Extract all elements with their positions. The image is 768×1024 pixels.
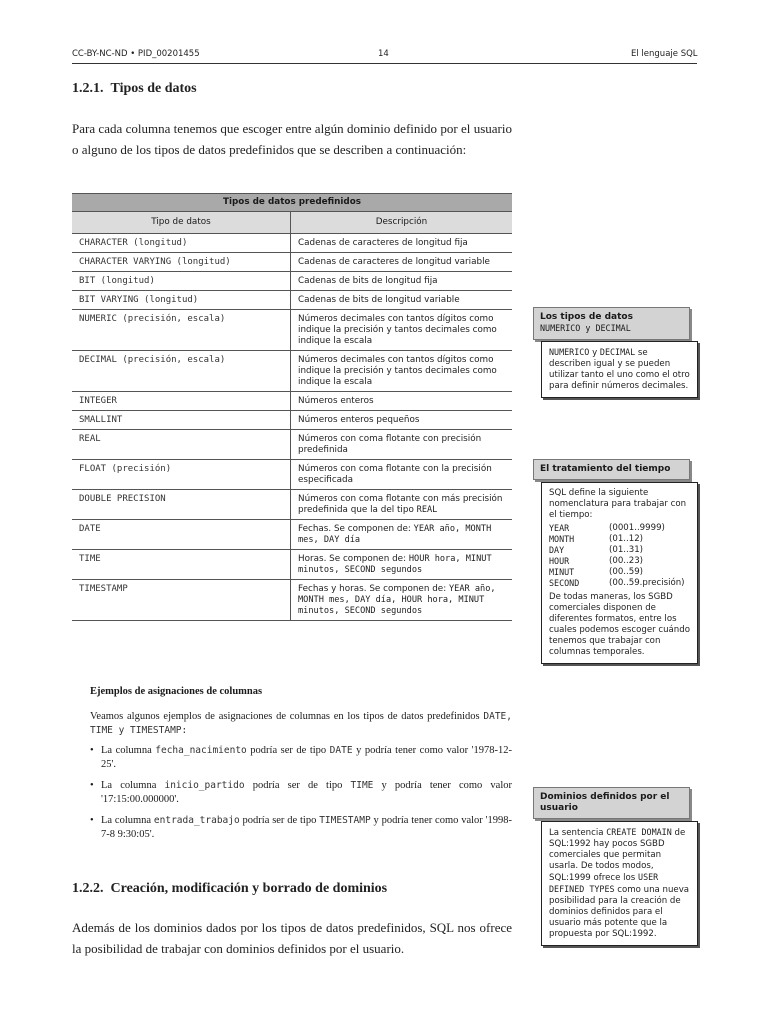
- type-cell: CHARACTER VARYING (longitud): [72, 253, 291, 272]
- desc-cell: [291, 520, 513, 550]
- type-name: TIME: [350, 780, 374, 791]
- desc-cell: Cadenas de bits de longitud fija: [291, 272, 513, 291]
- table-row: [72, 460, 512, 490]
- note-box-user-domains: [541, 821, 698, 946]
- time-range: (00..59.precisión): [609, 578, 685, 588]
- time-unit: SECOND: [549, 578, 580, 588]
- time-range: (00..59): [609, 567, 644, 577]
- table-caption: Tipos de datos predefinidos: [72, 194, 512, 212]
- column-name: entrada_trabajo: [153, 815, 240, 826]
- column-header-type: Tipo de datos: [72, 212, 291, 234]
- note-code: CREATE DOMAIN: [606, 827, 672, 837]
- time-range: (01..12): [609, 534, 644, 544]
- desc-text: Números con coma flotante con más precisión predefinida que la del tipo: [298, 494, 503, 515]
- bullet-text: La columna: [101, 780, 165, 791]
- time-unit: YEAR: [549, 523, 570, 533]
- time-unit: MINUT: [549, 567, 575, 577]
- table-row: [72, 430, 512, 460]
- type-cell: FLOAT (precisión): [72, 460, 291, 490]
- examples-intro: [90, 710, 512, 738]
- desc-cell: Cadenas de caracteres de longitud variable: [291, 253, 513, 272]
- examples-title: Ejemplos de asignaciones de columnas: [90, 686, 263, 697]
- section-heading-1: [72, 81, 197, 97]
- list-item: [549, 545, 691, 556]
- example-bullet: [90, 814, 512, 842]
- note-code: USER DEFINED TYPES: [549, 872, 659, 894]
- desc-cell: [291, 490, 513, 520]
- bullet-text: y podría tener como valor '1978-12-25'.: [101, 745, 512, 770]
- time-range: (0001..9999): [609, 523, 665, 533]
- desc-cell: Números con coma flotante con la precisión especificada: [291, 460, 513, 490]
- type-cell: CHARACTER (longitud): [72, 234, 291, 253]
- column-header-description: Descripción: [291, 212, 513, 234]
- type-cell: REAL: [72, 430, 291, 460]
- bullet-text: podría ser de tipo: [244, 780, 351, 791]
- example-bullet: [90, 779, 512, 807]
- examples-intro-codes: DATE, TIME y TIMESTAMP:: [90, 711, 512, 736]
- page-number: 14: [378, 49, 389, 59]
- note-text: De todas maneras, los SGBD comerciales disponen de diferentes formatos, entre los cuales podemos escoger cuándo tenemos que trabajar con columnas temporales.: [549, 592, 690, 657]
- note-text: como una nueva posibilidad para la creación de dominios definidos para el usuario más potente que la propuesta por SQL:1992.: [549, 885, 690, 939]
- note-code: DECIMAL: [599, 347, 636, 357]
- type-name: DATE: [329, 745, 353, 756]
- desc-code: HOUR hora, MINUT minutos, SECOND segundos: [298, 554, 492, 575]
- table-row: [72, 234, 512, 253]
- desc-text: Fechas y horas. Se componen de:: [298, 584, 449, 594]
- desc-cell: Números decimales con tantos dígitos como indique la precisión y tantos decimales como indique la escala: [291, 351, 513, 392]
- desc-cell: Números decimales con tantos dígitos como indique la precisión y tantos decimales como indique la escala: [291, 310, 513, 351]
- table-row: [72, 310, 512, 351]
- note-text: SQL define la siguiente nomenclatura para trabajar con el tiempo:: [549, 488, 687, 520]
- desc-code: YEAR año, MONTH mes, DAY día: [298, 524, 492, 545]
- desc-cell: Números enteros pequeños: [291, 411, 513, 430]
- type-cell: INTEGER: [72, 392, 291, 411]
- table-row: [72, 490, 512, 520]
- time-unit: MONTH: [549, 534, 575, 544]
- type-cell: SMALLINT: [72, 411, 291, 430]
- table-row: [72, 550, 512, 580]
- table-row: [72, 272, 512, 291]
- desc-cell: [291, 580, 513, 621]
- type-cell: DECIMAL (precisión, escala): [72, 351, 291, 392]
- running-header-right: El lenguaje SQL: [631, 49, 698, 59]
- note-text: de SQL:1992 hay pocos SGBD comerciales que permitan usarla. De todos modos, SQL:1999 ofrece los: [549, 828, 686, 883]
- type-cell: DATE: [72, 520, 291, 550]
- desc-cell: Cadenas de caracteres de longitud fija: [291, 234, 513, 253]
- note-text: y: [589, 348, 600, 358]
- bullet-text: podría ser de tipo: [246, 745, 330, 756]
- time-range: (00..23): [609, 556, 644, 566]
- bullet-text: podría ser de tipo: [239, 815, 320, 826]
- bullet-text: La columna: [101, 815, 154, 826]
- note-box-numeric-decimal: [541, 341, 698, 398]
- note-box-time: [541, 482, 698, 664]
- list-item: [549, 523, 691, 534]
- note-code: NUMERICO: [549, 347, 590, 357]
- note-title-user-domains: Dominios definidos por el usuario: [533, 787, 690, 819]
- time-unit: DAY: [549, 545, 565, 555]
- note-title-code: NUMERICO y DECIMAL: [540, 323, 631, 333]
- desc-text: Fechas. Se componen de:: [298, 524, 414, 534]
- data-types-table: [72, 193, 512, 621]
- bullet-dot: •: [90, 745, 94, 756]
- desc-cell: Números con coma flotante con precisión predefinida: [291, 430, 513, 460]
- time-unit: HOUR: [549, 556, 570, 566]
- type-cell: NUMERIC (precisión, escala): [72, 310, 291, 351]
- section-number: 1.2.1.: [72, 81, 104, 96]
- list-item: [549, 578, 691, 589]
- type-cell: TIMESTAMP: [72, 580, 291, 621]
- intro-paragraph: Para cada columna tenemos que escoger entre algún dominio definido por el usuario o alguno de los tipos de datos predefinidos que se describen a continuación:: [72, 121, 512, 157]
- list-item: [549, 567, 691, 578]
- running-header-left: CC-BY-NC-ND • PID_00201455: [72, 49, 200, 59]
- type-cell: TIME: [72, 550, 291, 580]
- header-rule: [72, 63, 697, 64]
- bullet-dot: •: [90, 815, 94, 826]
- type-cell: BIT (longitud): [72, 272, 291, 291]
- table-row: [72, 411, 512, 430]
- type-cell: BIT VARYING (longitud): [72, 291, 291, 310]
- note-text: La sentencia: [549, 828, 607, 838]
- bullet-dot: •: [90, 780, 94, 791]
- column-name: fecha_nacimiento: [155, 745, 247, 756]
- table-row: [72, 291, 512, 310]
- column-name: inicio_partido: [164, 780, 245, 791]
- table-row: [72, 351, 512, 392]
- type-name: TIMESTAMP: [319, 815, 371, 826]
- desc-cell: Cadenas de bits de longitud variable: [291, 291, 513, 310]
- type-cell: DOUBLE PRECISION: [72, 490, 291, 520]
- list-item: [549, 556, 691, 567]
- section-title: Creación, modificación y borrado de dominios: [110, 881, 388, 896]
- section-heading-2: [72, 881, 387, 897]
- example-bullet: [90, 744, 512, 772]
- time-nomenclature-list: [549, 523, 691, 589]
- bullet-text: y podría tener como valor '17:15:00.000000'.: [101, 780, 512, 805]
- table-row: [72, 520, 512, 550]
- note-title-time: El tratamiento del tiempo: [533, 459, 690, 480]
- section-number: 1.2.2.: [72, 881, 104, 896]
- desc-code: YEAR año, MONTH mes, DAY día, HOUR hora, MINUT minutos, SECOND segundos: [298, 584, 496, 616]
- time-range: (01..31): [609, 545, 644, 555]
- section-title: Tipos de datos: [110, 81, 197, 96]
- desc-cell: [291, 550, 513, 580]
- note-text: se describen igual y se pueden utilizar tanto el uno como el otro para definir números decimales.: [549, 348, 690, 391]
- table-row: [72, 253, 512, 272]
- desc-text: Horas. Se componen de:: [298, 554, 409, 564]
- desc-cell: Números enteros: [291, 392, 513, 411]
- table-row: [72, 580, 512, 621]
- table-row: [72, 392, 512, 411]
- bullet-text: La columna: [101, 745, 156, 756]
- section2-paragraph: Además de los dominios dados por los tipos de datos predefinidos, SQL nos ofrece la posibilidad de trabajar con dominios definidos por el usuario.: [72, 920, 512, 956]
- list-item: [549, 534, 691, 545]
- note-title-text: Los tipos de datos: [540, 312, 633, 322]
- bullet-text: y podría tener como valor '1998-7-8 9:30:05'.: [101, 815, 513, 840]
- examples-intro-text: Veamos algunos ejemplos de asignaciones de columnas en los tipos de datos predefinidos: [90, 711, 484, 722]
- desc-code: REAL: [416, 505, 438, 515]
- note-title-numeric-decimal: [533, 307, 690, 340]
